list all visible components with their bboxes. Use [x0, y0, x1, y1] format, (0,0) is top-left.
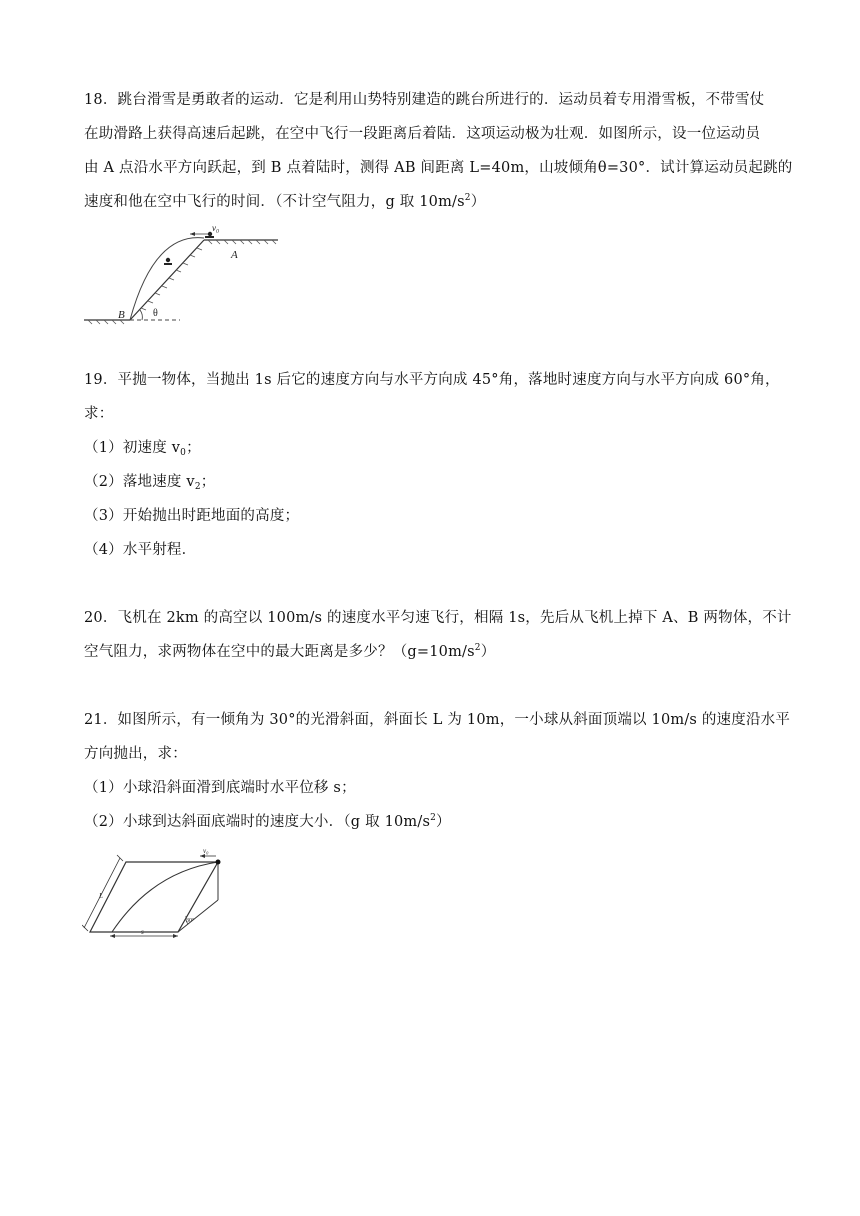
q19-sub-1: （1）初速度 $v_0$；	[84, 440, 201, 458]
ski-jump-figure	[82, 222, 282, 330]
fig21-s-label: s	[141, 928, 144, 936]
fig21-angle-label: 30°	[186, 918, 195, 924]
q18-line-4: 速度和他在空中飞行的时间．（不计空气阻力，g 取 $10m/s^2$）	[84, 193, 486, 210]
q18-line-1: 18．跳台滑雪是勇敢者的运动．它是利用山势特别建造的跳台所进行的．运动员着专用滑雪板，不带雪仗	[84, 92, 765, 108]
q21-line-1: 21．如图所示，有一倾角为 30°的光滑斜面，斜面长 L 为 10m，一小球从斜面顶端以 10m/s 的速度沿水平	[84, 712, 791, 728]
fig21-l-label: L	[99, 892, 103, 900]
incline-figure	[82, 842, 228, 942]
fig18-theta-label: θ	[153, 308, 158, 319]
q18-line-3: 由 A 点沿水平方向跃起，到 B 点着陆时，测得 AB 间距离 L=40m，山坡倾角θ=30°．试计算运动员起跳的	[84, 160, 793, 176]
fig18-a-label: A	[231, 249, 238, 261]
q19-sub-4: （4）水平射程．	[84, 542, 197, 558]
q19-line-2: 求：	[84, 406, 114, 422]
q21-sub-2: （2）小球到达斜面底端时的速度大小．（g 取 $10m/s^2$）	[84, 813, 451, 830]
q20-line-1: 20．飞机在 2km 的高空以 100m/s 的速度水平匀速飞行，相隔 1s，先后从飞机上掉下 A、B 两物体，不计	[84, 610, 792, 626]
fig18-v0-label: v₀	[212, 223, 220, 233]
q21-line-2: 方向抛出，求：	[84, 746, 187, 762]
q19-sub-2: （2）落地速度 $v_2$；	[84, 474, 216, 492]
q19-sub-3: （3）开始抛出时距地面的高度；	[84, 508, 300, 524]
q21-sub-1: （1）小球沿斜面滑到底端时水平位移 s；	[84, 780, 356, 796]
fig21-v0-label: v₀	[203, 847, 209, 855]
q18-line-2: 在助滑路上获得高速后起跳，在空中飞行一段距离后着陆．这项运动极为壮观．如图所示，设一位运动员	[84, 126, 761, 142]
q20-line-2: 空气阻力，求两物体在空中的最大距离是多少？$(g=10m/s^2)$	[84, 643, 496, 660]
q19-line-1: 19．平抛一物体，当抛出 1s 后它的速度方向与水平方向成 45°角，落地时速度方向与水平方向成 60°角，	[84, 372, 780, 388]
fig18-b-label: B	[118, 309, 125, 321]
